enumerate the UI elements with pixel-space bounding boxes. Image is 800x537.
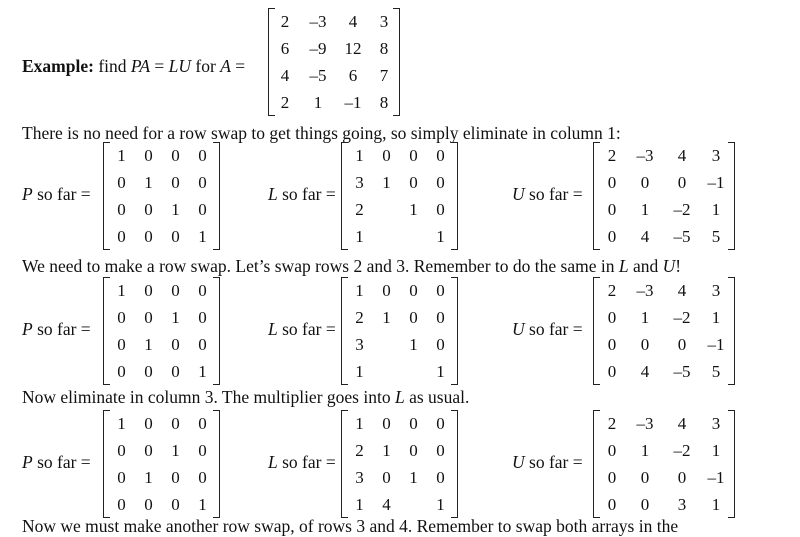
matrix-cell: 0 [607,227,617,246]
matrix-cell: 1 [171,200,180,219]
matrix-cell: 4 [280,66,290,85]
matrix-cell: 0 [382,146,391,165]
matrix-cell: 2 [607,281,617,300]
matrix-cell: 3 [677,495,687,514]
text-segment: PA [130,56,151,76]
matrix-cell: 1 [409,200,418,219]
matrix-cell: 3 [379,12,389,31]
matrix-cell: 0 [171,173,180,192]
matrix-cell: 3 [355,468,364,487]
text-segment: A [220,56,231,76]
matrix-cell: 1 [144,335,153,354]
text-segment: Now eliminate in column 3. The multiplier goes into [22,387,395,407]
matrix-cell: –2 [673,200,691,219]
text-segment: LU [168,56,192,76]
matrix-cell: 12 [344,39,362,58]
matrix-cell: 1 [144,173,153,192]
matrix-cell: 0 [171,146,180,165]
text-segment: for [191,56,221,76]
matrix-cell: 1 [711,200,721,219]
so-far-text: so far = [524,184,583,204]
matrix-cell: 0 [144,200,153,219]
matrix-p [103,142,220,250]
matrix-cell: 5 [711,362,721,381]
matrix-cell: 0 [144,281,153,300]
matrix-cell: 1 [313,93,323,112]
matrix-cell: 0 [198,441,207,460]
matrix-cell: –5 [309,66,327,85]
matrix-symbol: L [268,319,278,339]
matrix-cell: 1 [382,173,391,192]
matrix-cell: 0 [607,362,617,381]
matrix-cell: 1 [409,468,418,487]
matrix-cell: 0 [117,468,126,487]
p-so-far-label [22,184,91,205]
matrix-cell: 3 [711,281,721,300]
matrix-cell: 0 [409,441,418,460]
cut-off-line: Now we must make another row swap, of rows 3 and 4. Remember to swap both arrays in the [22,516,679,536]
so-far-text: so far = [277,452,336,472]
matrix-a [268,8,400,116]
matrix-cell: 1 [117,414,126,433]
matrix-cell: 4 [382,495,391,514]
matrix-cell: 0 [640,173,650,192]
l-so-far-label [268,184,336,205]
matrix-cell: –5 [673,362,691,381]
l-so-far-label [268,452,336,473]
matrix-cell: 4 [640,362,650,381]
matrix-cell: 1 [355,281,364,300]
matrix-cell: 0 [607,308,617,327]
matrix-cell: 1 [355,227,364,246]
matrix-cell: 0 [198,146,207,165]
matrix-cell: 1 [436,495,445,514]
matrix-cell: 0 [198,468,207,487]
matrix-cell: 0 [117,173,126,192]
matrix-cell: 1 [355,414,364,433]
so-far-text: so far = [277,319,336,339]
matrix-cell: 0 [607,173,617,192]
matrix-cell: 6 [348,66,358,85]
matrix-cell: 0 [409,173,418,192]
matrix-symbol: U [512,184,525,204]
matrix-cell: –3 [309,12,327,31]
so-far-text: so far = [32,452,91,472]
matrix-symbol: U [512,319,525,339]
matrix-cell: –1 [344,93,362,112]
matrix-cell: 0 [607,441,617,460]
p-so-far-label [22,452,91,473]
matrix-cell: 0 [607,200,617,219]
matrix-cell: 0 [409,414,418,433]
matrix-cell: 0 [171,281,180,300]
matrix-cell: 1 [640,308,650,327]
text-segment: find [93,56,131,76]
matrix-cell: 1 [171,441,180,460]
intro-formula [94,56,245,76]
matrix-cell: 1 [382,441,391,460]
matrix-cell: –1 [707,335,725,354]
matrix-cell: –3 [636,146,654,165]
matrix-cell: 3 [355,173,364,192]
matrix-cell: 8 [379,39,389,58]
matrix-cell: 0 [382,414,391,433]
matrix-cell: 0 [198,308,207,327]
text-segment: = [230,56,246,76]
matrix-cell: 0 [198,335,207,354]
matrix-cell: 0 [436,173,445,192]
matrix-cell: 0 [607,468,617,487]
matrix-symbol: U [512,452,525,472]
matrix-cell: 3 [355,335,364,354]
matrix-cell: 0 [144,227,153,246]
matrix-cell: 0 [117,335,126,354]
matrix-cell: –3 [636,281,654,300]
text-segment: L [618,256,629,276]
so-far-text: so far = [32,319,91,339]
matrix-cell: 4 [677,414,687,433]
matrix-cell: 1 [198,227,207,246]
matrix-cell: 1 [117,281,126,300]
matrix-cell: 0 [436,468,445,487]
matrix-cell: 4 [640,227,650,246]
matrix-cell: 2 [607,146,617,165]
matrix-u [593,142,735,250]
matrix-cell: 0 [144,308,153,327]
matrix-cell: 1 [355,495,364,514]
matrix-cell: –1 [707,173,725,192]
matrix-cell: 0 [382,468,391,487]
text-segment: L [394,387,405,407]
matrix-cell: 1 [436,227,445,246]
matrix-symbol: L [268,452,278,472]
matrix-cell: 1 [198,362,207,381]
matrix-cell: 1 [640,200,650,219]
l-so-far-label [268,319,336,340]
u-so-far-label [512,184,583,205]
matrix-cell: 0 [117,227,126,246]
u-so-far-label [512,319,583,340]
matrix-cell: 0 [640,468,650,487]
so-far-text: so far = [32,184,91,204]
text-segment: ! [675,256,682,276]
matrix-cell: 1 [711,495,721,514]
matrix-cell: 4 [348,12,358,31]
matrix-cell: 1 [198,495,207,514]
matrix-cell: 0 [144,146,153,165]
text-segment: = [150,56,169,76]
matrix-cell: 0 [171,227,180,246]
matrix-cell: 0 [436,441,445,460]
matrix-cell: 7 [379,66,389,85]
matrix-cell: 0 [436,281,445,300]
matrix-cell: 5 [711,227,721,246]
matrix-cell: 0 [198,414,207,433]
matrix-cell: 2 [355,308,364,327]
matrix-cell: 0 [198,173,207,192]
matrix-cell: –5 [673,227,691,246]
matrix-cell: 1 [409,335,418,354]
matrix-cell: 1 [355,362,364,381]
matrix-cell: –3 [636,414,654,433]
step-text [22,387,469,408]
matrix-cell: 0 [171,414,180,433]
matrix-cell: 2 [607,414,617,433]
so-far-text: so far = [277,184,336,204]
matrix-cell: 0 [436,335,445,354]
matrix-cell: 0 [409,308,418,327]
matrix-cell: 0 [198,281,207,300]
matrix-cell: 0 [144,362,153,381]
text-segment: and [628,256,663,276]
matrix-cell: 0 [198,200,207,219]
text-segment: as usual. [404,387,470,407]
matrix-cell: 0 [677,335,687,354]
matrix-cell: 0 [117,200,126,219]
matrix-cell: 1 [711,308,721,327]
so-far-text: so far = [524,452,583,472]
matrix-cell: 0 [171,362,180,381]
matrix-u [593,277,735,385]
matrix-cell: 1 [436,362,445,381]
matrix-cell: 0 [144,414,153,433]
matrix-cell: 2 [280,12,290,31]
matrix-cell: 0 [171,468,180,487]
matrix-cell: 0 [382,281,391,300]
matrix-cell: 0 [117,308,126,327]
matrix-cell: 0 [117,495,126,514]
matrix-cell: 0 [171,335,180,354]
matrix-cell: –9 [309,39,327,58]
intro-text [22,56,245,77]
matrix-l [341,142,458,250]
text-segment: There is no need for a row swap to get things going, so simply eliminate in column 1: [22,123,621,143]
matrix-cell: 1 [711,441,721,460]
matrix-cell: –1 [707,468,725,487]
matrix-symbol: P [22,184,33,204]
step-text [22,256,681,277]
matrix-cell: 6 [280,39,290,58]
matrix-cell: 1 [117,146,126,165]
matrix-cell: 0 [144,441,153,460]
matrix-cell: 1 [144,468,153,487]
text-segment: U [662,256,676,276]
matrix-cell: 0 [436,308,445,327]
matrix-cell: 0 [117,362,126,381]
p-so-far-label [22,319,91,340]
matrix-cell: 1 [355,146,364,165]
u-so-far-label [512,452,583,473]
matrix-cell: 0 [436,200,445,219]
matrix-cell: 0 [640,335,650,354]
matrix-l [341,277,458,385]
matrix-symbol: P [22,319,33,339]
matrix-cell: 0 [409,146,418,165]
matrix-cell: 1 [382,308,391,327]
matrix-cell: 0 [436,146,445,165]
matrix-cell: 2 [355,200,364,219]
matrix-p [103,410,220,518]
matrix-cell: 0 [409,281,418,300]
matrix-symbol: L [268,184,278,204]
matrix-cell: 0 [436,414,445,433]
matrix-cell: 0 [117,441,126,460]
matrix-cell: 4 [677,146,687,165]
so-far-text: so far = [524,319,583,339]
step-text [22,123,621,144]
matrix-cell: 2 [355,441,364,460]
matrix-symbol: P [22,452,33,472]
matrix-cell: 0 [677,468,687,487]
matrix-cell: 4 [677,281,687,300]
matrix-cell: 0 [607,335,617,354]
matrix-cell: 1 [640,441,650,460]
matrix-cell: 0 [171,495,180,514]
matrix-cell: 1 [171,308,180,327]
matrix-cell: 3 [711,146,721,165]
matrix-cell: 0 [607,495,617,514]
example-label: Example: [22,56,94,76]
text-segment: We need to make a row swap. Let’s swap rows 2 and 3. Remember to do the same in [22,256,619,276]
matrix-p [103,277,220,385]
matrix-cell: 8 [379,93,389,112]
matrix-cell: 0 [144,495,153,514]
matrix-cell: –2 [673,441,691,460]
matrix-cell: 3 [711,414,721,433]
matrix-cell: 2 [280,93,290,112]
matrix-cell: 0 [677,173,687,192]
matrix-u [593,410,735,518]
matrix-cell: 0 [640,495,650,514]
matrix-cell: –2 [673,308,691,327]
matrix-l [341,410,458,518]
